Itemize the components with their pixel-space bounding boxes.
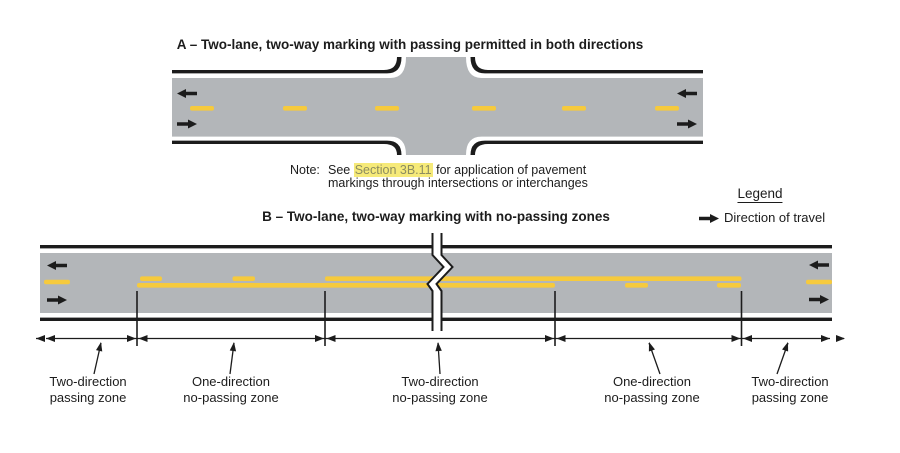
diagram-a-title: A – Two-lane, two-way marking with passing permitted in both directions [176,37,644,52]
center-broken-line-dash [44,280,70,285]
upper-broken-dash [140,276,162,281]
zone-label-line: One-direction [612,374,692,389]
legend-item-direction-of-travel: Direction of travel [724,210,826,225]
zone-label-one-direction-no-passing-left [183,374,278,405]
zone-label-two-direction-passing-right [751,374,828,405]
zone-label-line: no-passing zone [604,389,700,405]
zone-label-leader-arrows [94,341,791,374]
legend-right-arrow-icon [699,214,719,223]
note-text [328,164,588,189]
zone-label-line: Two-direction [401,374,479,389]
upper-broken-dash [233,276,256,281]
zone-label-line: Two-direction [49,374,127,389]
highlighted-section-reference: Section 3B.11 [354,163,432,177]
zone-label-line: passing zone [49,389,127,405]
zone-label-line: One-direction [191,374,271,389]
note-label: Note: [290,163,320,177]
lower-solid-line [137,283,555,288]
note-line-1 [328,164,588,177]
legend-title: Legend [737,186,783,201]
zone-label-line: Two-direction [751,374,829,389]
road-a [172,57,703,155]
center-broken-line-dash [806,280,832,285]
zone-dimension-line [36,335,845,342]
zone-label-one-direction-no-passing-right [604,374,699,405]
note-text-after: for application of pavement [432,163,587,177]
road-b [40,233,832,331]
zone-label-line: passing zone [751,389,829,405]
zone-label-line: no-passing zone [183,389,279,405]
lower-broken-dash [625,283,648,288]
zone-label-two-direction-passing-left [49,374,126,405]
zone-label-two-direction-no-passing-center [392,374,487,405]
diagram-b-title: B – Two-lane, two-way marking with no-passing zones [262,209,610,224]
lower-broken-dash [717,283,741,288]
zone-label-line: no-passing zone [392,389,488,405]
note-line-2: markings through intersections or interchanges [328,175,588,190]
upper-solid-line [325,276,742,281]
note-text-before: See [328,163,354,177]
